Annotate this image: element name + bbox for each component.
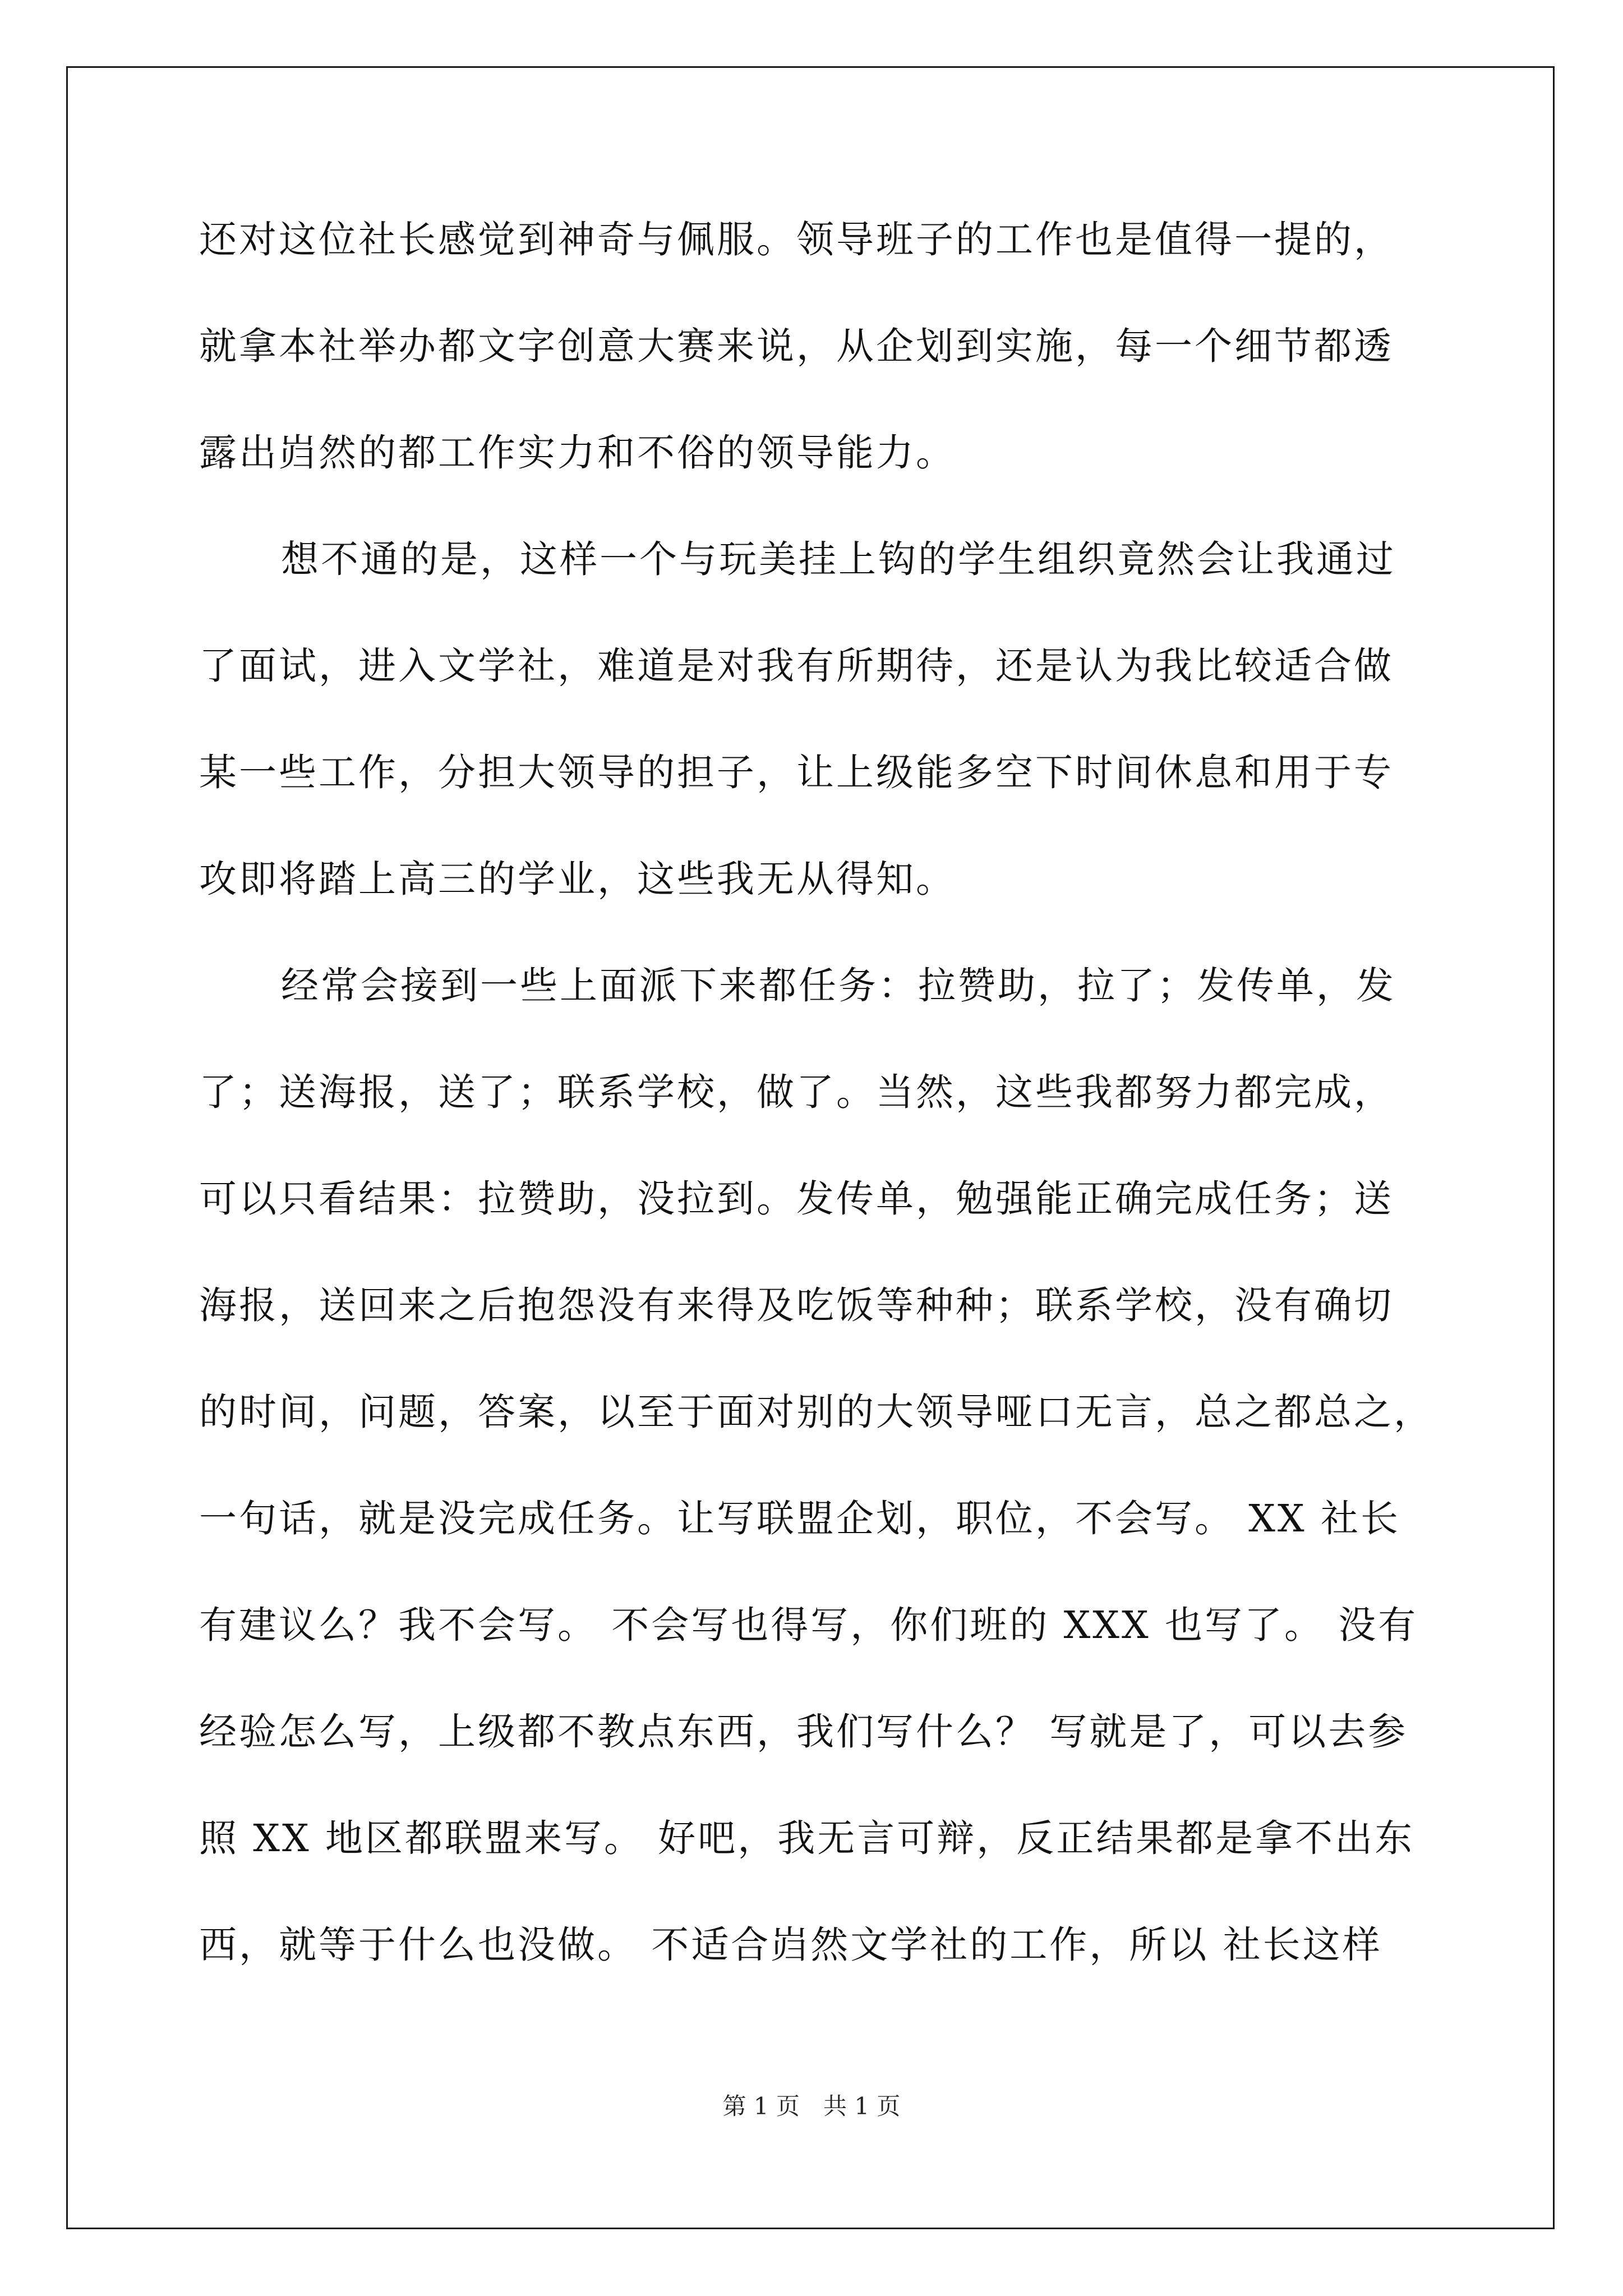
text-line-1: 还对这位社长感觉到神奇与佩服。领导班子的工作也是值得一提的， [199, 218, 1394, 261]
text-line-5: 了面试，进入文学社，难道是对我有所期待，还是认为我比较适合做 [199, 644, 1394, 688]
text-line-9: 了；送海报，送了；联系学校，做了。当然，这些我都努力都完成， [199, 1070, 1394, 1114]
text-line-6: 某一些工作，分担大领导的担子，让上级能多空下时间休息和用于专 [199, 751, 1394, 794]
text-line-17: 西，就等于什么也没做。 不适合岿然文学社的工作，所以 社长这样 [199, 1923, 1382, 1967]
text-line-13: 一句话，就是没完成任务。让写联盟企划，职位，不会写。 XX 社长 [199, 1497, 1400, 1540]
text-line-4: 想不通的是，这样一个与玩美挂上钩的学生组织竟然会让我通过 [281, 537, 1396, 581]
text-line-14: 有建议么？我不会写。 不会写也得写，你们班的 XXX 也写了。 没有 [199, 1603, 1418, 1647]
text-line-12: 的时间，问题，答案，以至于面对别的大领导哑口无言，总之都总之， [199, 1390, 1433, 1434]
text-line-11: 海报，送回来之后抱怨没有来得及吃饭等种种；联系学校，没有确切 [199, 1283, 1394, 1327]
text-line-3: 露出岿然的都工作实力和不俗的领导能力。 [199, 431, 956, 475]
text-line-7: 攻即将踏上高三的学业，这些我无从得知。 [199, 857, 956, 901]
text-line-8: 经常会接到一些上面派下来都任务：拉赞助，拉了；发传单，发 [281, 964, 1396, 1007]
text-line-15: 经验怎么写，上级都不教点东西，我们写什么？ 写就是了，可以去参 [199, 1710, 1408, 1754]
text-line-10: 可以只看结果：拉赞助，没拉到。发传单，勉强能正确完成任务；送 [199, 1177, 1394, 1221]
page-footer: 第 1 页 共 1 页 [722, 2092, 901, 2120]
text-line-2: 就拿本社举办都文字创意大赛来说，从企划到实施，每一个细节都透 [199, 324, 1394, 368]
page-border [66, 66, 1555, 2229]
text-line-16: 照 XX 地区都联盟来写。 好吧，我无言可辩，反正结果都是拿不出东 [199, 1816, 1415, 1860]
